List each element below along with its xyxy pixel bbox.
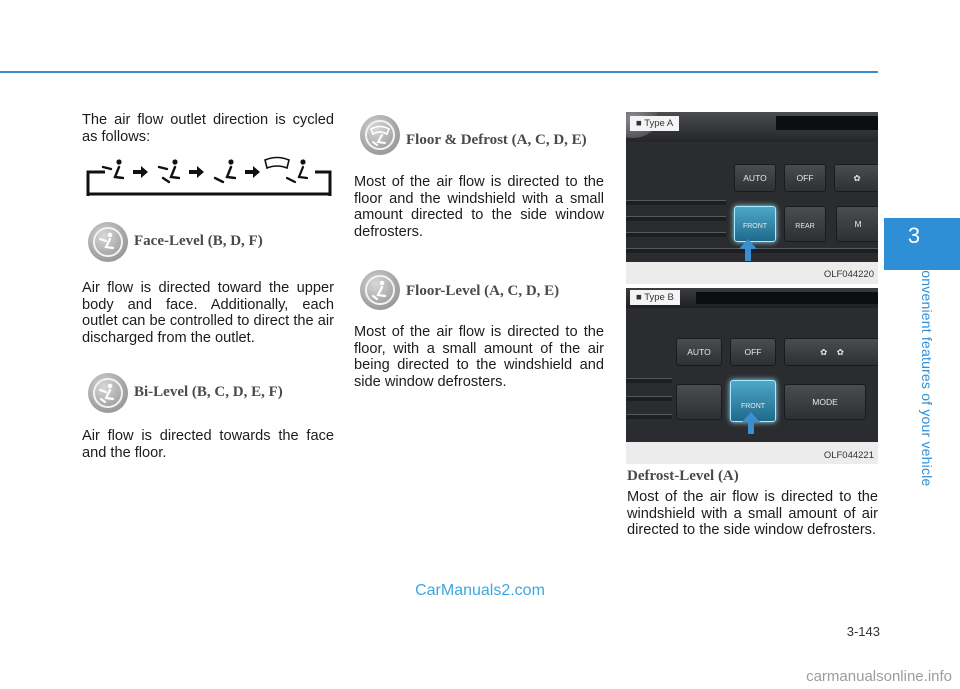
header-rule xyxy=(0,71,878,73)
bi-level-icon xyxy=(88,373,128,413)
floor-vent-icon xyxy=(215,159,235,182)
floor-defrost-text: Most of the air flow is directed to the floor and the windshield with a small amount directed to the side window defrosters. xyxy=(354,174,604,240)
arrow-up-icon xyxy=(739,239,757,249)
off-button: OFF xyxy=(730,338,776,366)
type-b-code: OLF044221 xyxy=(823,450,874,461)
floor-defrost-icon xyxy=(360,115,400,155)
watermark: CarManuals2.com xyxy=(415,582,545,599)
front-defrost-button: FRONT xyxy=(734,206,776,242)
face-level-icon xyxy=(88,222,128,262)
mode-cycle-diagram xyxy=(85,156,333,196)
floor-level-text: Most of the air flow is directed to the floor, with a small amount of the air being directed to the windshield and side window defrosters. xyxy=(354,324,604,390)
front-defrost-button: FRONT xyxy=(730,380,776,422)
type-a-panel-image xyxy=(626,112,878,284)
chapter-title: Convenient features of your vehicle xyxy=(919,260,935,487)
arrow-right-icon xyxy=(245,166,260,178)
bi-level-heading: Bi-Level (B, C, D, E, F) xyxy=(134,384,283,400)
type-a-code: OLF044220 xyxy=(823,269,874,280)
arrow-right-icon xyxy=(133,166,148,178)
face-level-text: Air flow is directed toward the upper body and face. Additionally, each outlet can be controlled to direct the air discharged from the outlet. xyxy=(82,280,334,346)
type-a-label: ■ Type A xyxy=(630,116,679,131)
defrost-floor-icon xyxy=(265,158,307,183)
fan-button: ✿ xyxy=(834,164,878,192)
arrow-right-icon xyxy=(189,166,204,178)
mode-button: MODE xyxy=(784,384,866,420)
auto-button: AUTO xyxy=(734,164,776,192)
rear-defrost-button: REAR xyxy=(784,206,826,242)
bi-level-text: Air flow is directed towards the face and the floor. xyxy=(82,428,334,461)
chapter-number: 3 xyxy=(907,223,921,248)
defrost-level-text: Most of the air flow is directed to the windshield with a small amount of air directed to the side window defrosters. xyxy=(627,489,878,538)
off-button: OFF xyxy=(784,164,826,192)
intro-text: The air flow outlet direction is cycled as follows: xyxy=(82,112,334,145)
fan-button: ✿ ✿ xyxy=(784,338,878,366)
bi-level-vent-icon xyxy=(159,159,179,182)
floor-defrost-heading: Floor & Defrost (A, C, D, E) xyxy=(406,132,587,148)
defrost-level-heading: Defrost-Level (A) xyxy=(627,468,739,484)
footer-watermark: carmanualsonline.info xyxy=(806,668,952,685)
seat-button xyxy=(676,384,722,420)
face-vent-icon xyxy=(103,159,123,178)
auto-button: AUTO xyxy=(676,338,722,366)
face-level-heading: Face-Level (B, D, F) xyxy=(134,233,263,249)
floor-level-icon xyxy=(360,270,400,310)
arrow-up-icon xyxy=(742,412,760,422)
type-b-label: ■ Type B xyxy=(630,290,680,305)
floor-level-heading: Floor-Level (A, C, D, E) xyxy=(406,283,560,299)
page-number: 3-143 xyxy=(846,624,880,639)
type-b-panel-image xyxy=(626,288,878,464)
mode-button: M xyxy=(836,206,878,242)
